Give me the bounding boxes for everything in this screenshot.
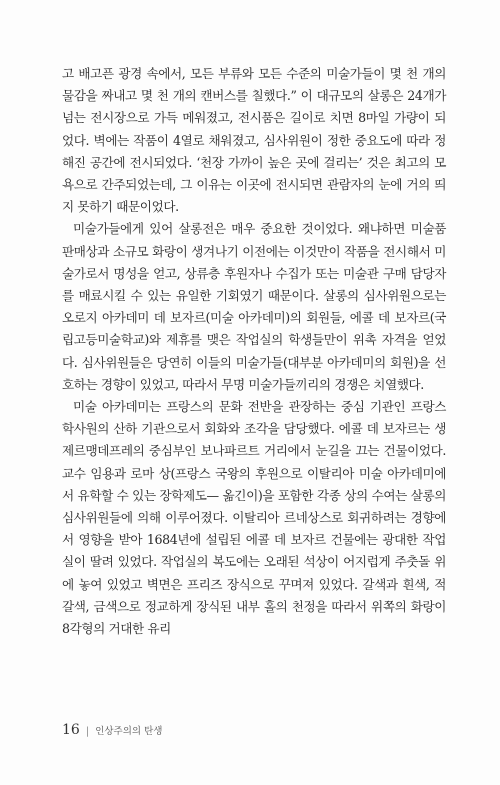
paragraph-text: 미술가들에게 있어 살롱전은 매우 중요한 것이었다. 왜냐하면 미술품 판매상과 소규모 화랑이 생겨나기 이전에는 이것만이 작품을 전시해서 미술가로서 명성을 얻고, 상류층 후원자나 수집가 또는 미술관 구매 담당자를 매료시킬 수 있는 유일한 기회였기 때문이다. 살롱의 심사위원으로는 오로지 아카데미 데 보자르(미술 아카데미)의 회원들, 에콜 데 보자르(국립고등미술학교)와 제휴를 맺은 작업실의 학생들만이 위촉 자격을 얻었다. 심사위원들은 당연히 이들의 미술가들(대부분 아카데미의 회원)을 선호하는 경향이 있었고, 따라서 무명 미술가들끼리의 경쟁은 치열했다. [62,221,446,392]
paragraph [62,396,446,640]
running-title: 인상주의의 탄생 [95,726,163,737]
footer-separator: | [85,726,90,737]
paragraph-text: 미술 아카데미는 프랑스의 문화 전반을 관장하는 중심 기관인 프랑스 학사원의 산하 기관으로서 회화와 조각을 담당했다. 에콜 데 보자르는 생제르맹데프레의 중심부인 보나파르트 거리에서 눈길을 끄는 건물이었다. 교수 임용과 로마 상(프랑스 국왕의 후원으로 이탈리아 미술 아카데미에서 유학할 수 있는 장학제도— 옮긴이)을 포함한 각종 상의 수여는 살롱의 심사위원들에 의해 이루어졌다. 이탈리아 르네상스로 회귀하려는 경향에서 영향을 받아 1684년에 설립된 에콜 데 보자르 건물에는 광대한 작업실이 딸려 있었다. 작업실의 복도에는 오래된 석상이 어지럽게 주춧돌 위에 놓여 있었고 벽면은 프리즈 장식으로 꾸며져 있었다. 갈색과 흰색, 적갈색, 금색으로 정교하게 장식된 내부 홀의 천정을 따라서 위쪽의 화랑이 8각형의 거대한 유리 [62,399,446,637]
page-number: 16 [62,722,80,738]
page-footer [62,722,162,738]
paragraph-continuation [62,63,446,218]
paragraph-text: 고 배고픈 광경 속에서, 모든 부류와 모든 수준의 미술가들이 몇 천 개의 물감을 짜내고 몇 천 개의 캔버스를 칠했다.” 이 대규모의 살롱은 24개가 넘는 전시장으로 가득 메워졌고, 전시품은 길이로 치면 8마일 가량이 되었다. 벽에는 작품이 4열로 채워졌고, 심사위원이 정한 중요도에 따라 정해진 공간에 전시되었다. ‘천장 가까이 높은 곳에 걸리는’ 것은 최고의 모욕으로 간주되었는데, 그 이유는 이곳에 전시되면 관람자의 눈에 거의 띄지 못하기 때문이었다. [62,66,446,215]
paragraph [62,218,446,396]
page-body [62,63,446,640]
